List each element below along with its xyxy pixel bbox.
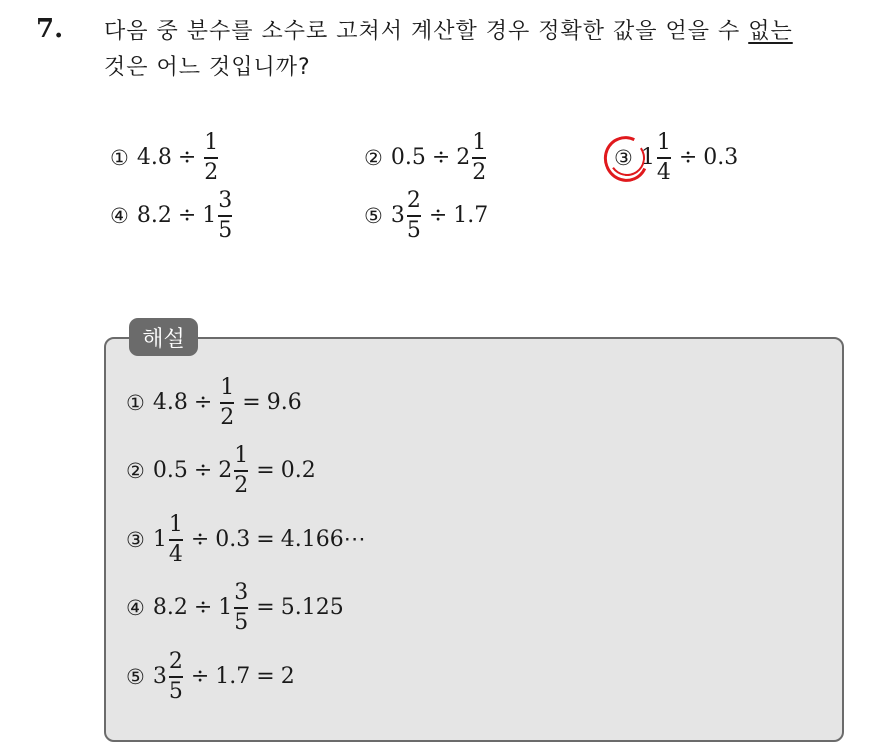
mixed-whole: 1 [202, 203, 217, 229]
divide-sign: ÷ [678, 145, 698, 171]
explanation-line-3 [126, 514, 366, 566]
fraction-numerator: 2 [406, 188, 421, 213]
divisor: 1.7 [215, 664, 251, 690]
result: 0.2 [280, 458, 316, 484]
fraction-numerator: 1 [220, 375, 235, 400]
question-text-underlined: 없는 [748, 19, 793, 44]
equals-sign: = [256, 595, 275, 621]
divisor: 0.3 [703, 145, 739, 171]
line-marker: ① [126, 390, 145, 415]
divisor: 1.7 [453, 203, 489, 229]
explanation-line-4 [126, 582, 344, 634]
divide-sign: ÷ [193, 595, 213, 621]
mixed-whole: 2 [218, 458, 233, 484]
fraction-denominator: 2 [472, 159, 487, 185]
result: 2 [280, 664, 295, 690]
divide-sign: ÷ [431, 145, 451, 171]
divide-sign: ÷ [190, 664, 210, 690]
explanation-line-1 [126, 377, 302, 429]
divide-sign: ÷ [193, 458, 213, 484]
divisor: 0.3 [215, 527, 251, 553]
explanation-line-5 [126, 651, 295, 703]
fraction [472, 132, 486, 184]
dividend: 8.2 [152, 595, 188, 621]
fraction-numerator: 3 [218, 188, 233, 213]
fraction-denominator: 5 [234, 609, 249, 635]
mixed-whole: 3 [152, 664, 167, 690]
fraction [169, 514, 183, 566]
fraction-numerator: 1 [656, 130, 671, 155]
fraction-denominator: 2 [220, 404, 235, 430]
choice-marker: ③ [614, 145, 633, 170]
line-marker: ② [126, 458, 145, 483]
fraction-numerator: 1 [204, 130, 219, 155]
fraction [169, 651, 183, 703]
mixed-whole: 3 [390, 203, 405, 229]
fraction [407, 190, 421, 242]
divide-sign: ÷ [193, 390, 213, 416]
choice-1[interactable] [110, 132, 220, 184]
question-text-line1: 다음 중 분수를 소수로 고쳐서 계산할 경우 정확한 값을 얻을 수 [104, 19, 741, 44]
equals-sign: = [256, 664, 275, 690]
mixed-whole: 1 [218, 595, 233, 621]
explanation-line-2 [126, 445, 316, 497]
dividend: 4.8 [152, 390, 188, 416]
dividend: 0.5 [390, 145, 426, 171]
choice-2[interactable] [364, 132, 488, 184]
mixed-whole: 2 [456, 145, 471, 171]
fraction [220, 377, 234, 429]
choice-marker: ④ [110, 203, 129, 228]
result: 9.6 [266, 390, 302, 416]
choice-4[interactable] [110, 190, 234, 242]
mixed-whole: 1 [640, 145, 655, 171]
equals-sign: = [242, 390, 261, 416]
fraction-numerator: 1 [168, 512, 183, 537]
fraction [657, 132, 671, 184]
choice-marker: ⑤ [364, 203, 383, 228]
fraction-numerator: 3 [234, 580, 249, 605]
question-text-line2: 것은 어느 것입니까? [104, 55, 311, 80]
line-marker: ⑤ [126, 664, 145, 689]
fraction [204, 132, 218, 184]
divide-sign: ÷ [428, 203, 448, 229]
line-marker: ③ [126, 527, 145, 552]
choice-3[interactable] [614, 132, 738, 184]
fraction-denominator: 4 [168, 541, 183, 567]
fraction-denominator: 2 [234, 472, 249, 498]
equals-sign: = [256, 527, 275, 553]
divide-sign: ÷ [190, 527, 210, 553]
line-marker: ④ [126, 595, 145, 620]
fraction [234, 445, 248, 497]
divide-sign: ÷ [177, 203, 197, 229]
question-text [104, 14, 864, 86]
fraction [234, 582, 248, 634]
fraction-denominator: 5 [218, 217, 233, 243]
choice-marker: ② [364, 145, 383, 170]
dividend: 4.8 [136, 145, 172, 171]
fraction-numerator: 1 [234, 443, 249, 468]
result: 5.125 [280, 595, 344, 621]
choice-5[interactable] [364, 190, 488, 242]
fraction [218, 190, 232, 242]
fraction-numerator: 1 [472, 130, 487, 155]
equals-sign: = [256, 458, 275, 484]
fraction-denominator: 4 [656, 159, 671, 185]
divide-sign: ÷ [177, 145, 197, 171]
dividend: 8.2 [136, 203, 172, 229]
fraction-denominator: 5 [168, 678, 183, 704]
result: 4.166⋯ [280, 527, 366, 553]
question-number: 7. [36, 14, 64, 44]
dividend: 0.5 [152, 458, 188, 484]
explanation-tab: 해설 [129, 318, 198, 356]
fraction-numerator: 2 [168, 649, 183, 674]
fraction-denominator: 2 [204, 159, 219, 185]
mixed-whole: 1 [152, 527, 167, 553]
choice-marker: ① [110, 145, 129, 170]
fraction-denominator: 5 [406, 217, 421, 243]
